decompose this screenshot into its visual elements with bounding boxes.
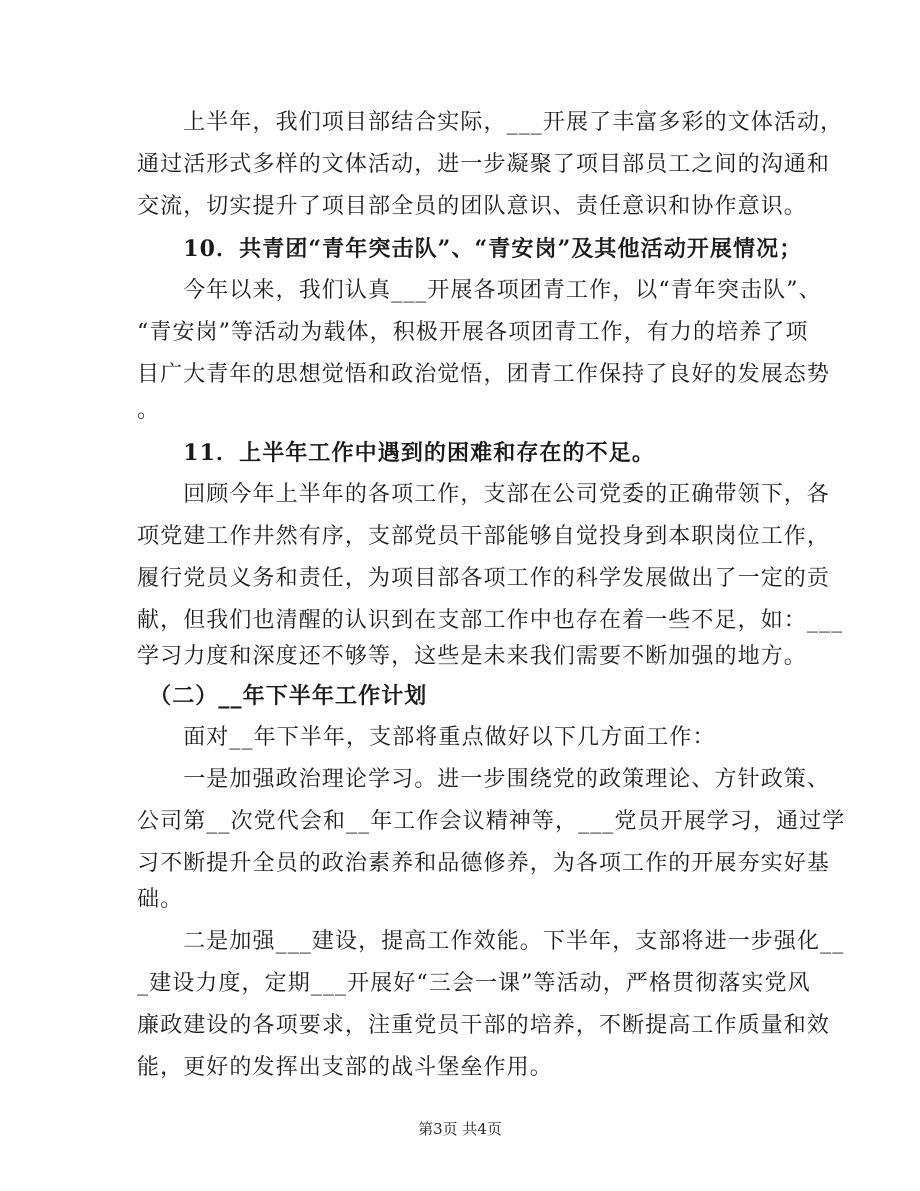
section-heading-plan: （二）__年下半年工作计划	[137, 683, 428, 709]
paragraph-line: 项党建工作井然有序，支部党员干部能够自觉投身到本职岗位工作，	[137, 524, 831, 549]
paragraph-line: 面对__年下半年，支部将重点做好以下几方面工作：	[137, 725, 716, 750]
paragraph-line: 习不断提升全员的政治素养和品德修养，为各项工作的开展夯实好基	[137, 851, 831, 876]
paragraph-line: “青安岗”等活动为载体，积极开展各项团青工作，有力的培养了项	[137, 320, 809, 345]
paragraph-line: 交流，切实提升了项目部全员的团队意识、责任意识和协作意识。	[137, 194, 807, 219]
paragraph-line: 。	[137, 398, 161, 423]
paragraph-line: 一是加强政治理论学习。进一步围绕党的政策理论、方针政策、	[137, 767, 831, 792]
section-heading-11: 11．上半年工作中遇到的困难和存在的不足。	[137, 440, 655, 466]
paragraph-line: 履行党员义务和责任，为项目部各项工作的科学发展做出了一定的贡	[137, 566, 831, 591]
paragraph-line: 公司第__次党代会和__年工作会议精神等，___党员开展学习，通过学	[137, 809, 846, 834]
paragraph-line: 今年以来，我们认真___开展各项团青工作，以“青年突击队”、	[137, 278, 822, 303]
paragraph-line: 目广大青年的思想觉悟和政治觉悟，团青工作保持了良好的发展态势	[137, 362, 831, 387]
paragraph-line: 能，更好的发挥出支部的战斗堡垒作用。	[137, 1055, 553, 1080]
paragraph-line: _建设力度，定期___开展好“三会一课”等活动，严格贯彻落实党风	[137, 971, 811, 996]
paragraph-line: 学习力度和深度还不够等，这些是未来我们需要不断加强的地方。	[137, 644, 807, 669]
paragraph-line: 础。	[137, 887, 184, 912]
paragraph-line: 回顾今年上半年的各项工作，支部在公司党委的正确带领下，各	[137, 482, 831, 507]
paragraph-line: 献，但我们也清醒的认识到在支部工作中也存在着一些不足，如：___	[137, 608, 844, 633]
paragraph-line: 廉政建设的各项要求，注重党员干部的培养，不断提高工作质量和效	[137, 1013, 831, 1038]
paragraph-line: 上半年，我们项目部结合实际，___开展了丰富多彩的文体活动，	[137, 110, 844, 135]
page-number: 第3页 共4页	[418, 1120, 502, 1138]
paragraph-line: 二是加强___建设，提高工作效能。下半年，支部将进一步强化__	[137, 929, 845, 954]
paragraph-line: 通过活形式多样的文体活动，进一步凝聚了项目部员工之间的沟通和	[137, 152, 831, 177]
section-heading-10: 10．共青团“青年突击队”、“青安岗”及其他活动开展情况；	[137, 236, 803, 262]
